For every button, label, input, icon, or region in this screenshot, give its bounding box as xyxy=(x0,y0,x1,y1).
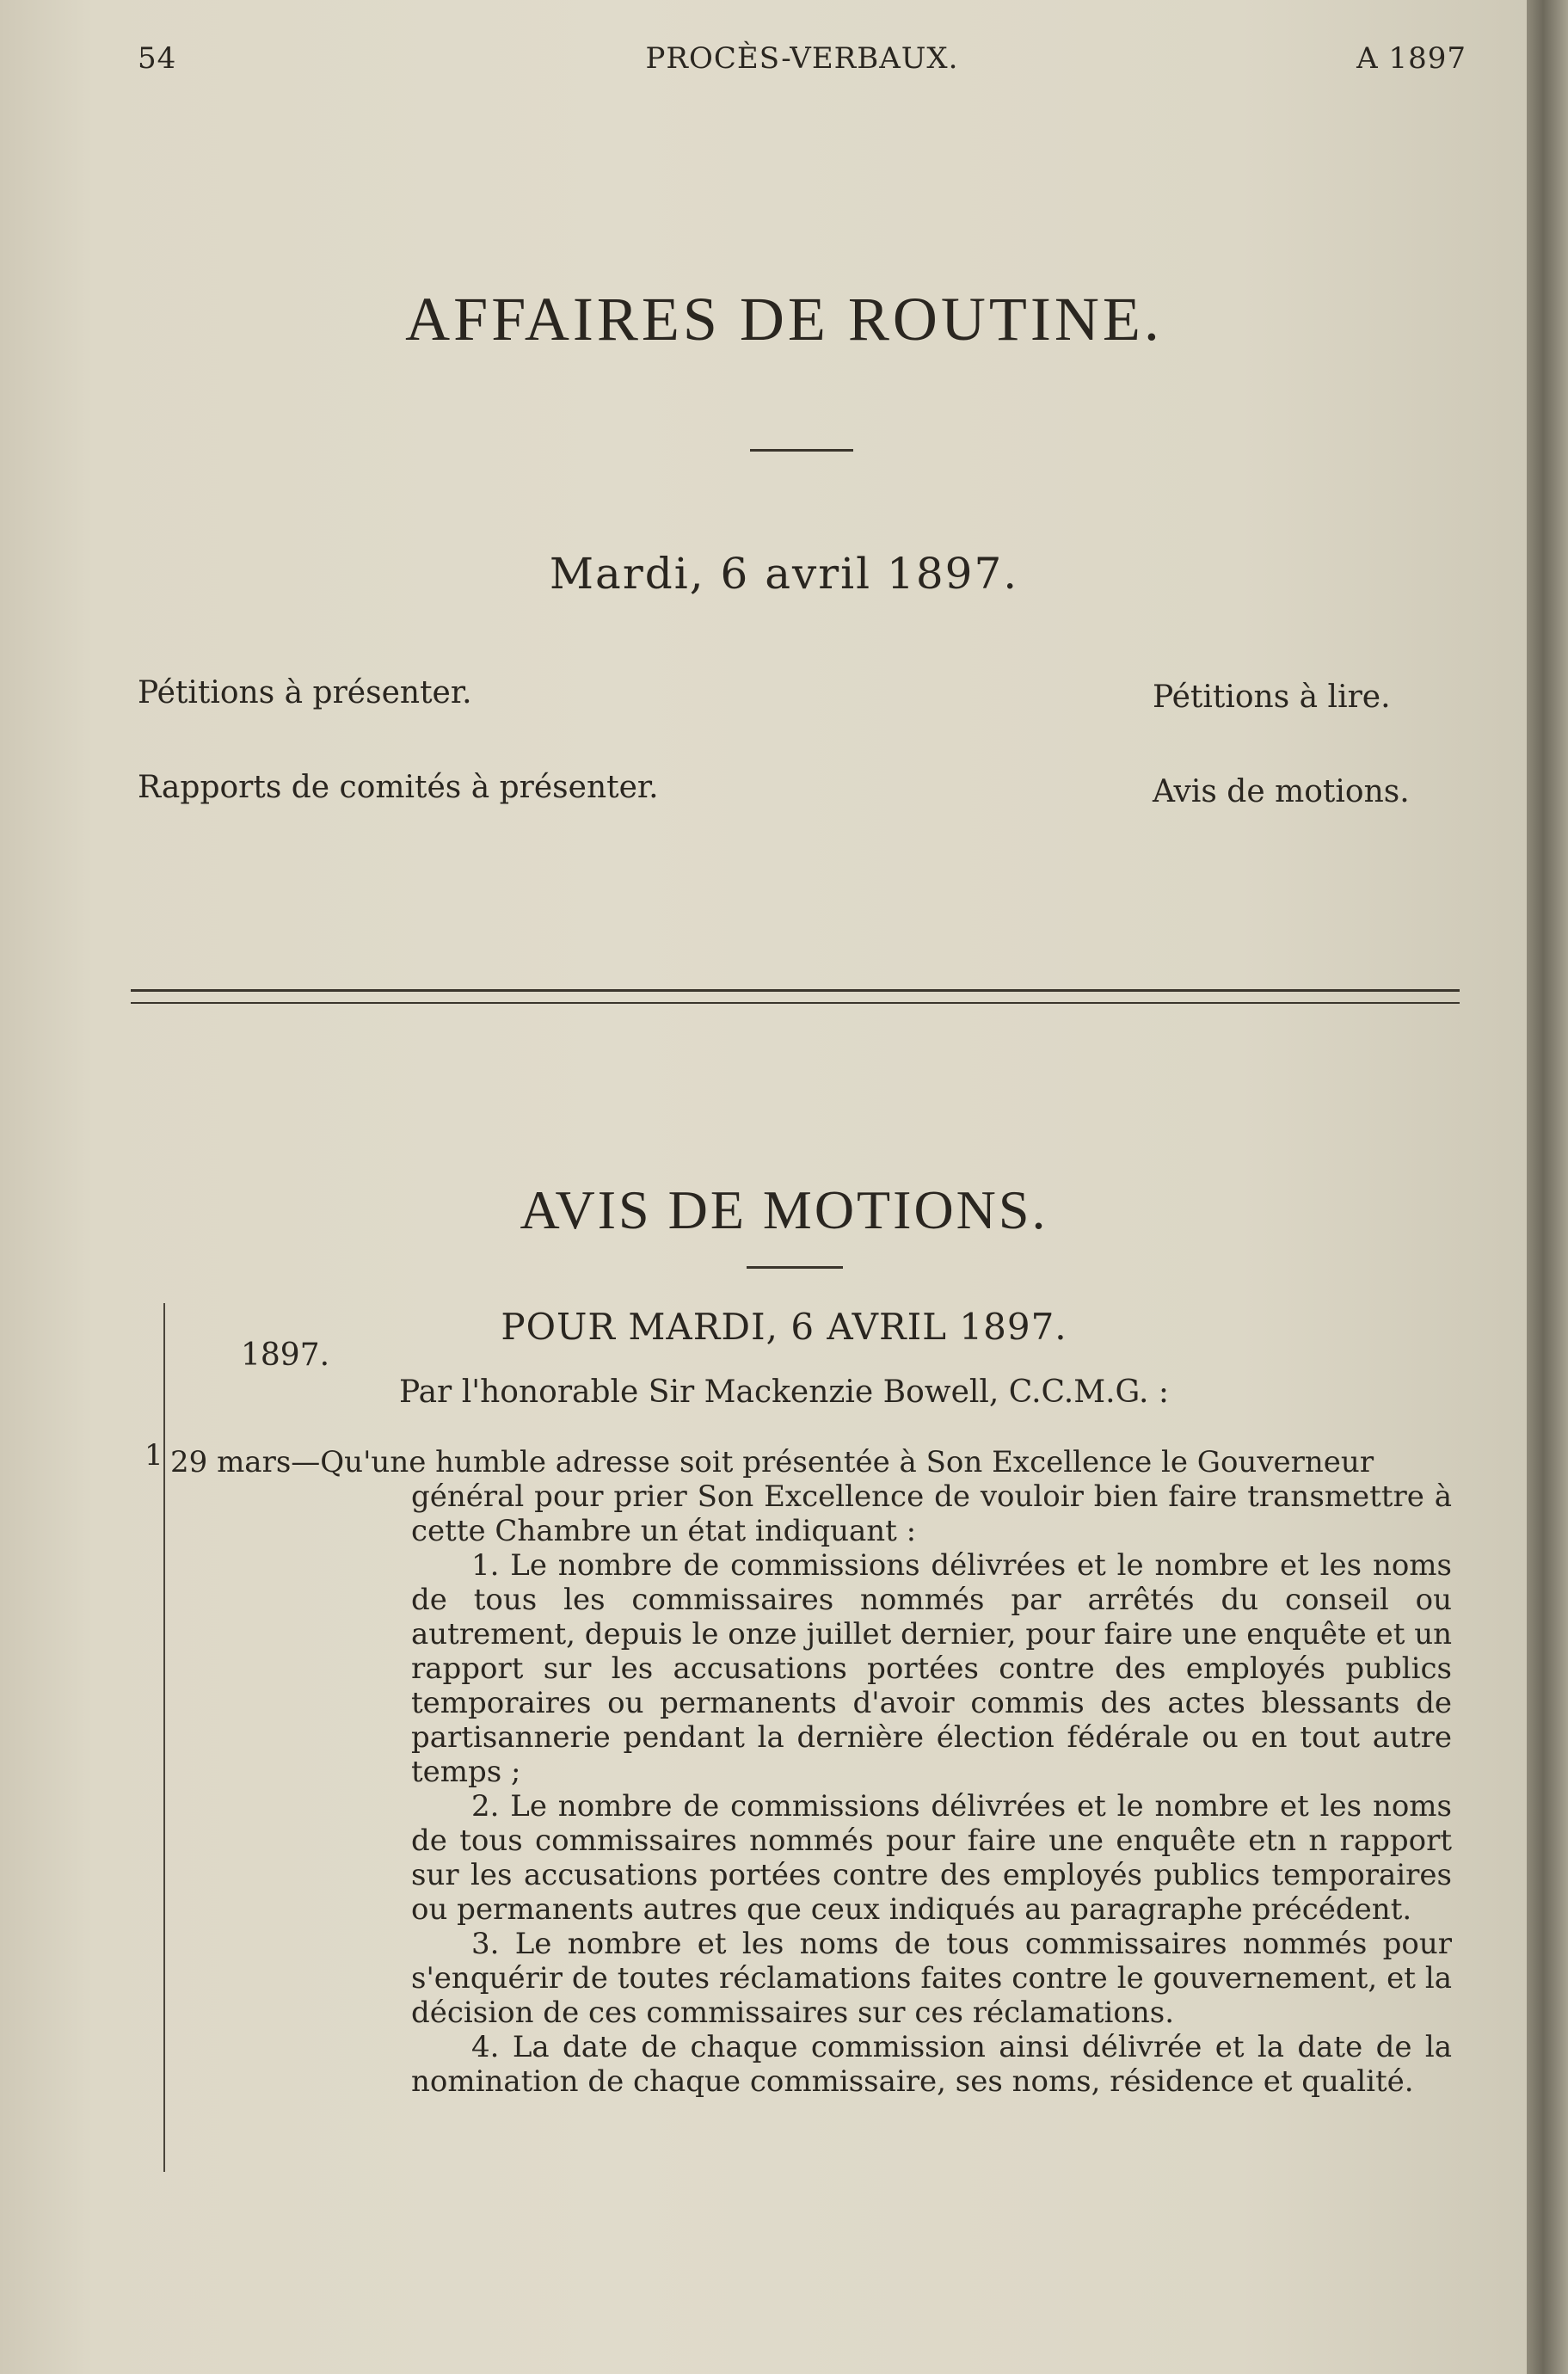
running-title: PROCÈS-VERBAUX. xyxy=(645,41,959,76)
motion-item: 1. Le nombre de commissions délivrées et le nombre et les noms de tous les commissaires nommés par arrêtés du conseil ou autrement, depuis le onze juillet dernier, pour faire une enquête et un rapport sur les accusations portées contre des employés publics temporaires ou permanents d'avoir commis des actes blessants de partisannerie pendant la dernière élection fédérale ou en tout autre temps ; xyxy=(411,1548,1452,1789)
page-number: 54 xyxy=(138,41,177,76)
mover-line: Par l'honorable Sir Mackenzie Bowell, C.C.M.G. : xyxy=(398,1375,1170,1410)
motion-item: 4. La date de chaque commission ainsi délivrée et la date de la nomination de chaque commissaire, ses noms, résidence et qualité. xyxy=(411,2030,1452,2099)
double-rule xyxy=(131,989,1460,1004)
motion-item: 2. Le nombre de commissions délivrées et le nombre et les noms de tous commissaires nommés pour faire une enquête etn n rapport sur les accusations portées contre des employés publics temporaires ou permanents autres que ceux indiqués au paragraphe précédent. xyxy=(411,1789,1452,1927)
routine-item: Pétitions à présenter. xyxy=(138,675,472,710)
motion-number: 1 xyxy=(145,1438,163,1473)
motion-day-heading: POUR MARDI, 6 AVRIL 1897. xyxy=(501,1306,1067,1348)
margin-rule xyxy=(163,1303,165,2172)
motion-date: 29 mars— xyxy=(170,1445,321,1479)
motion-intro-rest: général pour prier Son Excellence de vouloir bien faire transmettre à cette Chambre un état indiquant : xyxy=(411,1479,1452,1548)
section-title-routine: AFFAIRES DE ROUTINE. xyxy=(405,285,1163,354)
sitting-date: Mardi, 6 avril 1897. xyxy=(549,549,1019,599)
motion-intro: Qu'une humble adresse soit présentée à Son Excellence le Gouverneur xyxy=(320,1445,1374,1479)
running-header xyxy=(138,41,1467,84)
margin-year: 1897. xyxy=(241,1338,330,1373)
routine-item: Pétitions à lire. xyxy=(1153,680,1391,715)
routine-item: Rapports de comités à présenter. xyxy=(138,770,659,805)
motion-text xyxy=(170,1445,1452,2099)
short-rule xyxy=(750,449,853,452)
motion-intro-first xyxy=(170,1445,1452,1479)
motion-item: 3. Le nombre et les noms de tous commissaires nommés pour s'enquérir de toutes réclamations faites contre le gouvernement, et la décision de ces commissaires sur ces réclamations. xyxy=(411,1927,1452,2030)
short-rule xyxy=(747,1266,843,1269)
routine-item: Avis de motions. xyxy=(1153,774,1410,809)
running-year: A 1897 xyxy=(1356,41,1467,76)
section-title-avis: AVIS DE MOTIONS. xyxy=(520,1179,1048,1240)
